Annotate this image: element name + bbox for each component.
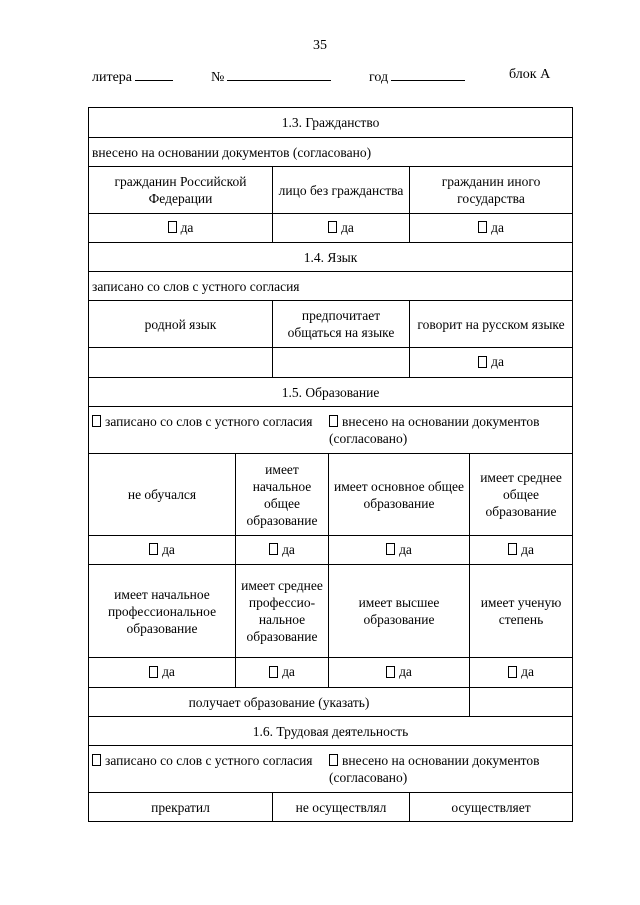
education-basic-general: имеет основное общее образование bbox=[329, 454, 470, 536]
employment-options-row bbox=[89, 793, 573, 822]
number-label: № bbox=[211, 70, 225, 85]
education-studying-value[interactable] bbox=[470, 688, 573, 717]
language-russian-check[interactable] bbox=[410, 348, 573, 378]
yes-label: да bbox=[162, 541, 175, 557]
education-secondary-general: имеет среднее общее образование bbox=[470, 454, 573, 536]
citizenship-title: 1.3. Гражданство bbox=[89, 108, 573, 138]
page-number: 35 bbox=[313, 38, 327, 53]
education-docs-option[interactable] bbox=[329, 413, 569, 447]
employment-title-row bbox=[89, 717, 573, 746]
citizenship-foreign: гражданин иного государства bbox=[410, 167, 573, 214]
yes-label: да bbox=[282, 664, 295, 680]
checkbox-icon[interactable] bbox=[149, 543, 158, 555]
education-checks-row-2 bbox=[89, 658, 573, 688]
employment-title: 1.6. Трудовая деятельность bbox=[89, 717, 573, 746]
language-title-row bbox=[89, 243, 573, 272]
yes-label: да bbox=[521, 541, 534, 557]
checkbox-icon[interactable] bbox=[508, 543, 517, 555]
education-docs-label: внесено на основании документов (согласовано) bbox=[329, 414, 540, 446]
language-preferred: предпочитает общаться на языке bbox=[273, 301, 410, 348]
checkbox-icon[interactable] bbox=[92, 754, 101, 766]
block-label: блок А bbox=[509, 67, 551, 82]
language-title: 1.4. Язык bbox=[89, 243, 573, 272]
education-levels-row-2 bbox=[89, 565, 573, 658]
education-primary-general-check[interactable] bbox=[236, 536, 329, 565]
education-secondary-general-check[interactable] bbox=[470, 536, 573, 565]
checkbox-icon[interactable] bbox=[478, 356, 487, 368]
yes-label: да bbox=[180, 219, 194, 235]
checkbox-icon[interactable] bbox=[386, 666, 395, 678]
yes-label: да bbox=[341, 219, 354, 235]
education-oral-option[interactable] bbox=[92, 413, 320, 447]
education-academic-degree-check[interactable] bbox=[470, 658, 573, 688]
litera-label: литера bbox=[92, 70, 133, 85]
education-primary-vocational: имеет начальное профессиональное образование bbox=[89, 565, 236, 658]
yes-label: да bbox=[491, 219, 504, 235]
education-title: 1.5. Образование bbox=[89, 378, 573, 407]
checkbox-icon[interactable] bbox=[478, 221, 487, 233]
employment-never: не осуществлял bbox=[273, 793, 410, 822]
yes-label: да bbox=[399, 541, 412, 557]
number-field bbox=[211, 67, 331, 86]
yes-label: да bbox=[282, 541, 295, 557]
citizenship-foreign-check[interactable] bbox=[410, 214, 573, 243]
education-basic-general-check[interactable] bbox=[329, 536, 470, 565]
citizenship-russian: гражданин Российской Федерации bbox=[89, 167, 273, 214]
employment-oral-label: записано со слов с устного согласия bbox=[105, 753, 313, 768]
checkbox-icon[interactable] bbox=[269, 666, 278, 678]
language-russian-speaker: говорит на русском языке bbox=[410, 301, 573, 348]
language-values-row bbox=[89, 348, 573, 378]
document-header bbox=[0, 67, 640, 87]
language-basis-row bbox=[89, 272, 573, 301]
employment-docs-option[interactable] bbox=[329, 752, 569, 786]
checkbox-icon[interactable] bbox=[329, 754, 338, 766]
education-studying-label: получает образование (указать) bbox=[89, 688, 470, 717]
education-academic-degree: имеет ученую степень bbox=[470, 565, 573, 658]
yes-label: да bbox=[521, 664, 534, 680]
number-blank[interactable] bbox=[227, 67, 331, 81]
checkbox-icon[interactable] bbox=[269, 543, 278, 555]
form-table bbox=[88, 107, 573, 822]
education-higher: имеет высшее образование bbox=[329, 565, 470, 658]
citizenship-russian-check[interactable] bbox=[89, 214, 273, 243]
language-basis: записано со слов с устного согласия bbox=[89, 272, 573, 301]
employment-stopped: прекратил bbox=[89, 793, 273, 822]
education-levels-row-1 bbox=[89, 454, 573, 536]
year-label: год bbox=[369, 70, 389, 85]
checkbox-icon[interactable] bbox=[149, 666, 158, 678]
yes-label: да bbox=[491, 354, 504, 370]
education-oral-label: записано со слов с устного согласия bbox=[105, 414, 313, 429]
education-none: не обучался bbox=[89, 454, 236, 536]
citizenship-stateless: лицо без гражданства bbox=[273, 167, 410, 214]
education-basis-row bbox=[89, 407, 573, 454]
citizenship-checks-row bbox=[89, 214, 573, 243]
language-native: родной язык bbox=[89, 301, 273, 348]
education-primary-vocational-check[interactable] bbox=[89, 658, 236, 688]
checkbox-icon[interactable] bbox=[386, 543, 395, 555]
education-basis bbox=[89, 407, 573, 454]
employment-basis bbox=[89, 746, 573, 793]
employment-docs-label: внесено на основании документов (согласовано) bbox=[329, 753, 540, 785]
checkbox-icon[interactable] bbox=[168, 221, 177, 233]
employment-oral-option[interactable] bbox=[92, 752, 320, 786]
education-checks-row-1 bbox=[89, 536, 573, 565]
citizenship-title-row bbox=[89, 108, 573, 138]
checkbox-icon[interactable] bbox=[329, 415, 338, 427]
checkbox-icon[interactable] bbox=[92, 415, 101, 427]
litera-field bbox=[92, 67, 173, 86]
education-primary-general: имеет начальное общее образование bbox=[236, 454, 329, 536]
year-blank[interactable] bbox=[391, 67, 465, 81]
language-options-row bbox=[89, 301, 573, 348]
yes-label: да bbox=[399, 664, 412, 680]
education-secondary-vocational: имеет среднее профессио-нальное образование bbox=[236, 565, 329, 658]
year-field bbox=[369, 67, 465, 86]
education-title-row bbox=[89, 378, 573, 407]
language-native-value[interactable] bbox=[89, 348, 273, 378]
education-higher-check[interactable] bbox=[329, 658, 470, 688]
checkbox-icon[interactable] bbox=[508, 666, 517, 678]
checkbox-icon[interactable] bbox=[328, 221, 337, 233]
education-none-check[interactable] bbox=[89, 536, 236, 565]
education-studying-row bbox=[89, 688, 573, 717]
education-secondary-vocational-check[interactable] bbox=[236, 658, 329, 688]
language-preferred-value[interactable] bbox=[273, 348, 410, 378]
yes-label: да bbox=[162, 664, 175, 680]
citizenship-options-row bbox=[89, 167, 573, 214]
citizenship-basis-row bbox=[89, 138, 573, 167]
citizenship-basis: внесено на основании документов (согласовано) bbox=[89, 138, 573, 167]
employment-basis-row bbox=[89, 746, 573, 793]
litera-blank[interactable] bbox=[135, 67, 173, 81]
citizenship-stateless-check[interactable] bbox=[273, 214, 410, 243]
employment-current: осуществляет bbox=[410, 793, 573, 822]
